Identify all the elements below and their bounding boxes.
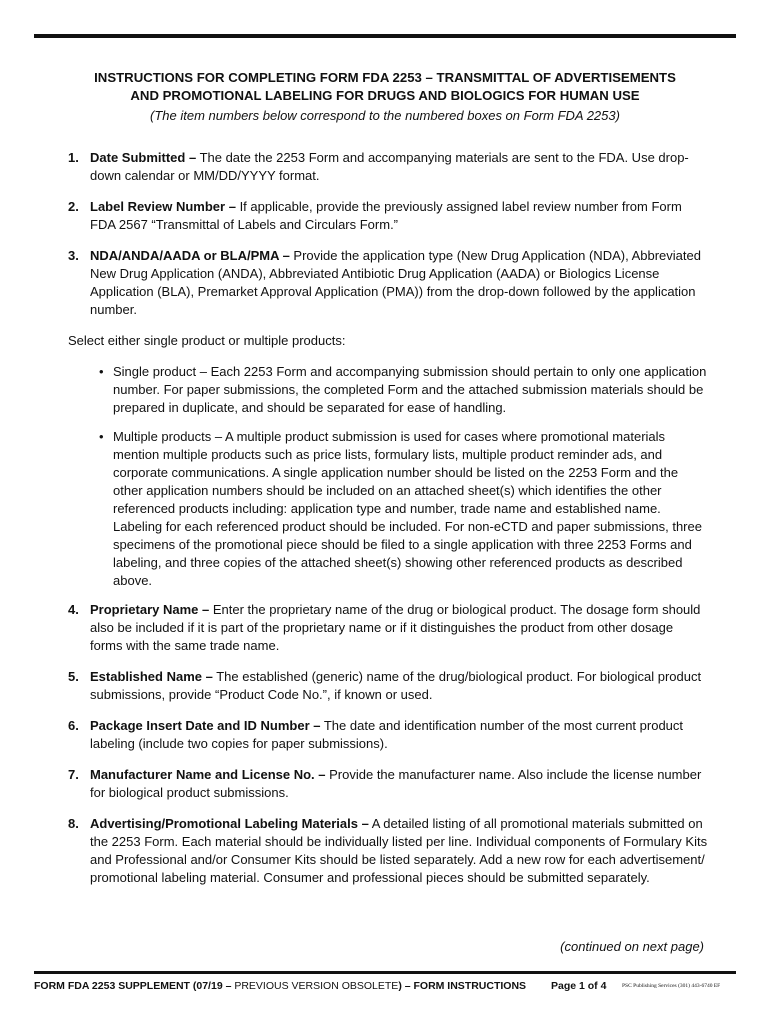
item-text: If applicable, provide the previously assigned label review number from Form FDA 2567 “Transmittal of Labels and Circulars Form.” (90, 199, 682, 232)
instructions-body (68, 149, 708, 900)
item-3-application-type (68, 247, 708, 319)
item-1-date-submitted (68, 149, 708, 185)
footer-instructions-label: ) – FORM INSTRUCTIONS (398, 980, 527, 992)
item-text: Enter the proprietary name of the drug or biological product. The dosage form should also be included if it is part of the proprietary name or if it distinguishes the product from other dosage forms with the same trade name. (90, 602, 701, 653)
bullet-dot-icon: • (99, 364, 104, 379)
item-5-established-name (68, 668, 708, 704)
page-subtitle: (The item numbers below correspond to the numbered boxes on Form FDA 2253) (150, 108, 620, 123)
page-title (34, 69, 736, 105)
bullet-single-product (94, 363, 708, 417)
item-text: Provide the application type (New Drug Application (NDA), Abbreviated New Drug Application (ANDA), Abbreviated Antibiotic Drug Application (AADA) or Biologics License Application (BLA), Premarket Approval Application (PMA)) from the drop-down followed by the application number. (90, 248, 701, 317)
item-text: The established (generic) name of the drug/biological product. For biological product submissions, provide “Product Code No.”, if known or used. (90, 669, 702, 702)
top-rule (34, 34, 736, 38)
item-number: 7. (68, 767, 79, 782)
footer-form-id (34, 979, 526, 993)
item-number: 8. (68, 816, 79, 831)
select-products-text: Select either single product or multiple products: (68, 333, 346, 348)
item-number: 3. (68, 248, 79, 263)
bullet-text: Multiple products – A multiple product submission is used for cases where promotional materials mention multiple products such as price lists, formulary lists, multiple product reminder ads, and corporate communications. A single application number should be listed on the 2253 Form and the other application numbers should be included on an attached sheet(s) which identifies the other referenced products including: application type and number, trade name and established name. Labeling for each referenced product should be included. For non-eCTD and paper submissions, three specimens of the promotional piece should be filed to a single application with three 2253 Forms and labeling, and three copies of the attached sheet(s) showing other referenced products as described above. (113, 429, 702, 588)
product-options-list (94, 363, 708, 590)
item-4-proprietary-name (68, 601, 708, 655)
item-6-package-insert (68, 717, 708, 753)
title-line-1: INSTRUCTIONS FOR COMPLETING FORM FDA 2253 – TRANSMITTAL OF ADVERTISEMENTS (94, 70, 676, 85)
item-heading: Manufacturer Name and License No. – (90, 767, 326, 782)
item-number: 1. (68, 150, 79, 165)
item-heading: Established Name – (90, 669, 213, 684)
item-number: 6. (68, 718, 79, 733)
footer-obsolete-note: PREVIOUS VERSION OBSOLETE (231, 980, 399, 992)
item-heading: Proprietary Name – (90, 602, 210, 617)
item-heading: Date Submitted – (90, 150, 197, 165)
item-text: Provide the manufacturer name. Also include the license number for biological product submissions. (90, 767, 702, 800)
item-number: 2. (68, 199, 79, 214)
page-footer (34, 979, 736, 993)
continued-note: (continued on next page) (560, 939, 704, 954)
item-text: The date and identification number of the most current product labeling (include two copies for paper submissions). (90, 718, 684, 751)
item-heading: Advertising/Promotional Labeling Materials – (90, 816, 369, 831)
item-heading: Package Insert Date and ID Number – (90, 718, 321, 733)
item-text: The date the 2253 Form and accompanying materials are sent to the FDA. Use drop- down calendar or MM/DD/YYYY format. (90, 150, 689, 183)
item-2-label-review-number (68, 198, 708, 234)
title-line-2: AND PROMOTIONAL LABELING FOR DRUGS AND BIOLOGICS FOR HUMAN USE (130, 88, 640, 103)
item-number: 4. (68, 602, 79, 617)
bullet-text: Single product – Each 2253 Form and accompanying submission should pertain to only one application number. For paper submissions, the completed Form and the attached submission materials should be prepared in duplicate, and should be separated for ease of handling. (113, 364, 707, 415)
item-text: A detailed listing of all promotional materials submitted on the 2253 Form. Each material should be individually listed per line. Individual components of Formulary Kits and Professional and/or Consumer Kits should be listed separately. Add a new row for each advertisement/ promotional labeling material. Consumer and professional pieces should be submitted separately. (90, 816, 708, 885)
footer-page-number: Page 1 of 4 (551, 980, 607, 992)
bullet-multiple-products (94, 428, 708, 590)
item-number: 5. (68, 669, 79, 684)
item-7-manufacturer (68, 766, 708, 802)
bullet-dot-icon: • (99, 429, 104, 444)
item-heading: NDA/ANDA/AADA or BLA/PMA – (90, 248, 290, 263)
item-heading: Label Review Number – (90, 199, 236, 214)
footer-form-number: FORM FDA 2253 SUPPLEMENT (07/19 – (34, 980, 232, 992)
bottom-rule (34, 971, 736, 974)
item-8-promotional-materials (68, 815, 708, 887)
footer-publisher: PSC Publishing Services (301) 443-6740 EF (622, 983, 721, 989)
